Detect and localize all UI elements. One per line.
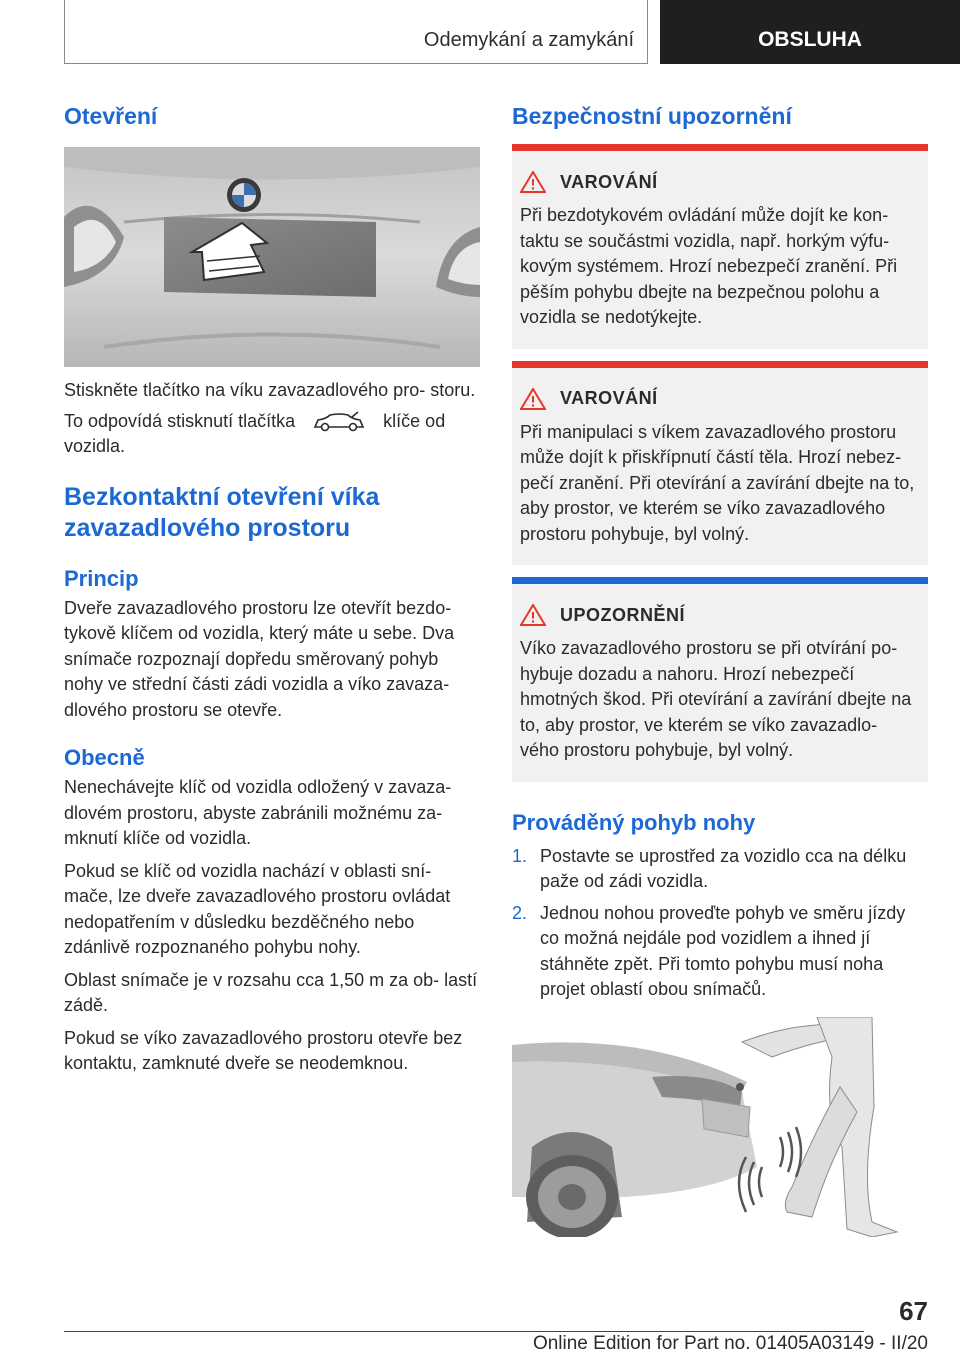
caution-bar-blue xyxy=(512,577,928,584)
header-topic: Odemykání a zamykání xyxy=(423,29,634,51)
list-item xyxy=(512,901,928,1003)
trunk-lid-illustration xyxy=(64,147,480,367)
warning-content xyxy=(512,151,928,349)
general-title: Obecně xyxy=(64,745,145,770)
safety-notes-title: Bezpečnostní upozornění xyxy=(512,103,792,129)
foot-movement-steps xyxy=(512,844,928,1003)
footer-rule xyxy=(64,1331,864,1332)
right-column xyxy=(512,100,928,1237)
trunk-lid-button-figure xyxy=(64,147,480,367)
general-paragraph-3: Oblast snímače je v rozsahu cca 1,50 m za ob‐ lastí zádě. xyxy=(64,969,478,1015)
caution-text: Víko zavazadlového prostoru se při otvírání po‐ hybuje dozadu a nahoru. Hrozí nebezpečí hmotných škod. Při otevírání a zavírání dbejte na to, aby prostor, ve kterém se víko zavazadlo‐ vého prostoru pohybuje, byl volný. xyxy=(520,638,912,760)
step-text: Jednou nohou proveďte pohyb ve směru jízdy co možná nejdále pod vozidlem a ihned jí stáhněte zpět. Při tomto pohybu musí noha projet oblastí obou snímačů. xyxy=(540,902,906,999)
warning-bar-red xyxy=(512,361,928,368)
caution-content xyxy=(512,584,928,782)
warning-heading xyxy=(520,388,921,410)
edition-note: Online Edition for Part no. 01405A03149 - II/20 xyxy=(532,1333,928,1354)
warning-bar-red xyxy=(512,144,928,151)
step-number: 1. xyxy=(512,845,528,866)
warning-heading xyxy=(520,171,921,193)
general-paragraph-2: Pokud se klíč od vozidla nachází v oblasti sní‐ mače, lze dveře zavazadlového prostoru ovládat nedopatřením v důsledku bezděčného nebo zdánlivě rozpoznaného pohybu nohy. xyxy=(64,860,451,957)
caution-triangle-icon xyxy=(520,604,546,626)
caution-heading xyxy=(520,604,921,626)
header-chapter-tab: OBSLUHA xyxy=(660,0,960,64)
warning-content xyxy=(512,368,928,566)
warning-box-1 xyxy=(512,144,928,349)
opening-paragraph-1: Stiskněte tlačítko na víku zavazadlového pro‐ storu. xyxy=(64,380,476,400)
header-rule-divider xyxy=(647,0,648,64)
header-rule-left xyxy=(64,0,65,64)
caution-label: UPOZORNĚNÍ xyxy=(560,604,686,625)
warning-label: VAROVÁNÍ xyxy=(560,171,658,192)
foot-movement-title: Prováděný pohyb nohy xyxy=(512,809,756,835)
principle-paragraph: Dveře zavazadlového prostoru lze otevřít bezdo‐ tykově klíčem od vozidla, který máte u sebe. Dva snímače rozpoznají dopředu směrovaný pohyb nohy ve střední části zádi vozidla a víko zavaza‐ dlového prostoru se otevře. xyxy=(64,597,455,720)
left-column xyxy=(64,100,480,1077)
list-item xyxy=(512,844,928,895)
warning-triangle-icon xyxy=(520,388,546,410)
warning-text: Při manipulaci s víkem zavazadlového prostoru může dojít k přiskřípnutí částí těla. Hrozí nebez‐ pečí zranění. Při otevírání a zavírání dbejte na to, aby prostor, ve kterém se víko zavazadlového prostoru pohybuje, byl volný. xyxy=(520,421,915,544)
contactless-opening-title: Bezkontaktní otevření víka zavazadlového prostoru xyxy=(64,482,380,542)
foot-gesture-figure xyxy=(512,1017,928,1237)
warning-text: Při bezdotykovém ovládání může dojít ke kon‐ taktu se součástmi vozidla, např. horkým výfu‐ kovým systémem. Hrozí nebezpečí zranění. Při pěším pohybu dbejte na bezpečnou polohu a vozidla se nedotýkejte. xyxy=(520,205,898,327)
step-text: Postavte se uprostřed za vozidlo cca na délku paže od zádi vozidla. xyxy=(540,845,907,891)
header-rule-bottom xyxy=(64,63,648,64)
general-paragraph-4: Pokud se víko zavazadlového prostoru otevře bez kontaktu, zamknuté dveře se neodemknou. xyxy=(64,1027,463,1073)
warning-box-2 xyxy=(512,361,928,566)
warning-label: VAROVÁNÍ xyxy=(560,388,658,408)
step-number: 2. xyxy=(512,902,528,923)
foot-gesture-illustration xyxy=(512,1017,928,1237)
general-paragraph-1: Nenechávejte klíč od vozidla odložený v zavaza‐ dlovém prostoru, abyste zabránili možnému za‐ mknutí klíče od vozidla. xyxy=(64,777,452,848)
principle-title: Princip xyxy=(64,565,139,591)
opening-paragraph-2-start: To odpovídá stisknutí tlačítka xyxy=(64,410,296,431)
warning-triangle-icon xyxy=(520,171,546,193)
page-number: 67 xyxy=(899,1296,928,1326)
opening-paragraph-2 xyxy=(64,409,480,460)
caution-box xyxy=(512,577,928,782)
opening-title: Otevření xyxy=(64,103,158,129)
opening-paragraph-2-end: klíče od vozidla. xyxy=(64,410,446,456)
key-fob-trunk-icon xyxy=(312,410,366,434)
